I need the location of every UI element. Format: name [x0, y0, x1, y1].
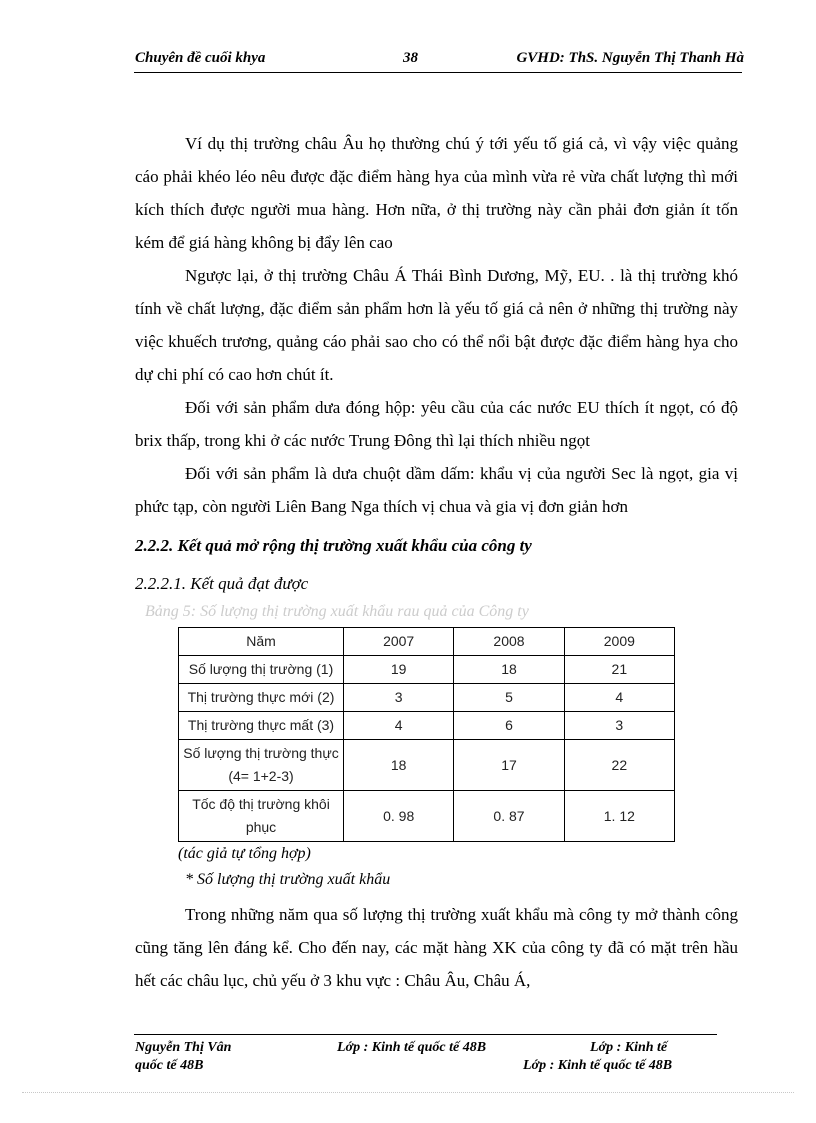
footer-author-cont: quốc tế 48B: [135, 1058, 204, 1073]
table-cell: 5: [454, 684, 564, 712]
table-row-label: Thị trường thực mất (3): [179, 712, 344, 740]
header-supervisor: GVHD: ThS. Nguyễn Thị Thanh Hà: [516, 50, 744, 66]
table-cell: 22: [564, 740, 674, 791]
table-caption: Bảng 5: Số lượng thị trường xuất khẩu rau quả của Công ty: [145, 603, 529, 620]
table-cell: 1. 12: [564, 791, 674, 842]
table-row-label: Thị trường thực mới (2): [179, 684, 344, 712]
table-row-label: Tốc độ thị trường khôi phục: [179, 791, 344, 842]
table-cell: 18: [454, 656, 564, 684]
table-cell: 4: [564, 684, 674, 712]
table-cell: 17: [454, 740, 564, 791]
markets-table: [178, 627, 675, 842]
footer-rule: [134, 1034, 717, 1035]
body-paragraph: Đối với sản phẩm dưa đóng hộp: yêu cầu của các nước EU thích ít ngọt, có độ brix thấp, trong khi ở các nước Trung Đông thì lại thích nhiều ngọt: [135, 398, 738, 450]
table-header-cell: 2009: [564, 628, 674, 656]
table-cell: 3: [564, 712, 674, 740]
header-rule: [134, 72, 742, 73]
section-heading: 2.2.2. Kết quả mở rộng thị trường xuất khẩu của công ty: [135, 536, 532, 555]
table-cell: 21: [564, 656, 674, 684]
table-row: [179, 791, 675, 842]
table-cell: 3: [344, 684, 454, 712]
table-row-label: Số lượng thị trường (1): [179, 656, 344, 684]
table-row: [179, 656, 675, 684]
table-header-cell: 2008: [454, 628, 564, 656]
subsection-heading: 2.2.2.1. Kết quả đạt được: [135, 574, 309, 593]
table-header-cell: 2007: [344, 628, 454, 656]
table-cell: 19: [344, 656, 454, 684]
footer-class-right: Lớp : Kinh tế: [590, 1040, 668, 1055]
table-cell: 18: [344, 740, 454, 791]
table-cell: 0. 87: [454, 791, 564, 842]
footer-class: Lớp : Kinh tế quốc tế 48B: [337, 1040, 487, 1055]
body-paragraph: Ví dụ thị trường châu Âu họ thường chú ý tới yếu tố giá cả, vì vậy việc quảng cáo phải khéo léo nêu được đặc điểm hàng hya của mình vừa rẻ vừa chất lượng thì mới kích thích được người mua hàng. Hơn nữa, ở thị trường này cần phải đơn giản ít tốn kém để giá hàng không bị đẩy lên cao: [135, 134, 738, 252]
page-bottom-divider: [22, 1092, 794, 1093]
table-header-row: [179, 628, 675, 656]
body-paragraph: Trong những năm qua số lượng thị trường xuất khẩu mà công ty mở thành công cũng tăng lên đáng kể. Cho đến nay, các mặt hàng XK của công ty đã có mặt trên hầu hết các châu lục, chủ yếu ở 3 khu vực : Châu Âu, Châu Á,: [135, 905, 738, 990]
header-document-title: Chuyên đề cuối khya: [135, 50, 266, 66]
bullet-note: * Số lượng thị trường xuất khẩu: [185, 871, 391, 888]
table-row: [179, 684, 675, 712]
table-row: [179, 740, 675, 791]
footer-author: Nguyễn Thị Vân: [135, 1040, 232, 1055]
table-row-label: Số lượng thị trường thực (4= 1+2-3): [179, 740, 344, 791]
table-cell: 0. 98: [344, 791, 454, 842]
table-cell: 4: [344, 712, 454, 740]
table-row: [179, 712, 675, 740]
header-page-number: 38: [403, 50, 418, 66]
footer-class-bottom: Lớp : Kinh tế quốc tế 48B: [523, 1058, 673, 1073]
table-header-cell: Năm: [179, 628, 344, 656]
body-paragraph: Đối với sản phẩm là dưa chuột dầm dấm: khẩu vị của người Sec là ngọt, gia vị phức tạp, còn người Liên Bang Nga thích vị chua và gia vị đơn giản hơn: [135, 464, 738, 516]
table-source-note: (tác giả tự tổng hợp): [178, 845, 311, 862]
document-body: [135, 127, 738, 997]
body-paragraph: Ngược lại, ở thị trường Châu Á Thái Bình Dương, Mỹ, EU. . là thị trường khó tính về chất lượng, đặc điểm sản phẩm hơn là yếu tố giá cả nên ở những thị trường này việc khuếch trương, quảng cáo phải sao cho có thể nổi bật được đặc điểm hàng hya cho dự chi phí có cao hơn chút ít.: [135, 266, 738, 384]
table-cell: 6: [454, 712, 564, 740]
